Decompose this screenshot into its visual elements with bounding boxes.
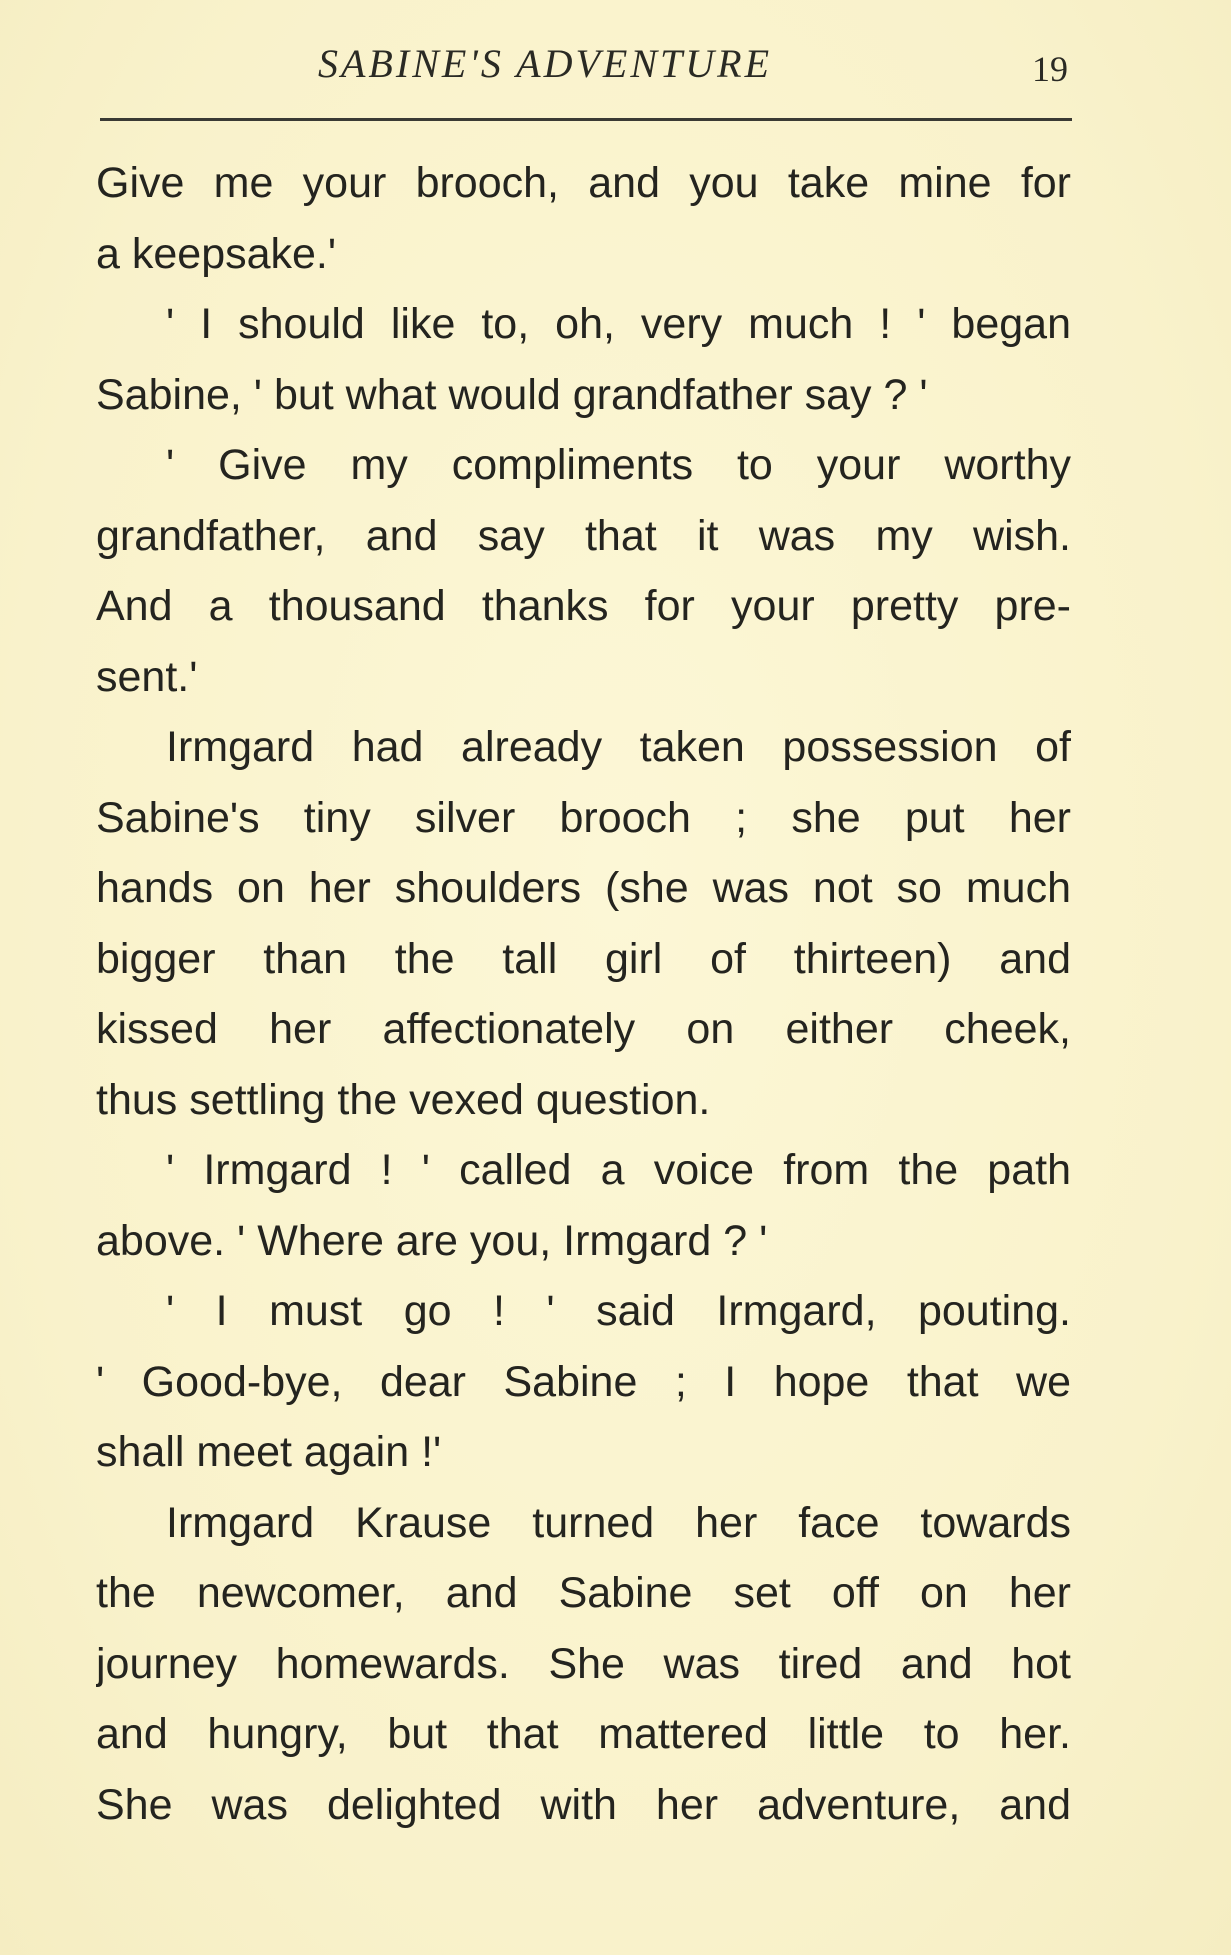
text-line: Sabine's tiny silver brooch ; she put her [96,793,1071,842]
text-line: the newcomer, and Sabine set off on her [96,1569,1071,1617]
text-line: journey homewards. She was tired and hot [96,1639,1071,1688]
text-line: and hungry, but that mattered little to her. [96,1710,1071,1758]
text-line: sent.' [96,652,198,701]
text-line: thus settling the vexed question. [96,1075,711,1124]
text-line: bigger than the tall girl of thirteen) and [96,934,1071,983]
header-rule [100,118,1072,121]
text-line: above. ' Where are you, Irmgard ? ' [96,1216,768,1265]
text-line: Irmgard had already taken possession of [166,723,1071,771]
text-line: ' Good-bye, dear Sabine ; I hope that we [96,1357,1071,1406]
page-number: 19 [1032,49,1068,89]
running-head-title: SABINE'S ADVENTURE [318,41,772,86]
running-head [0,40,1231,100]
text-line: Sabine, ' but what would grandfather say ? ' [96,370,928,419]
text-line: Irmgard Krause turned her face towards [166,1498,1071,1547]
text-line: shall meet again !' [96,1428,442,1476]
text-line: hands on her shoulders (she was not so much [96,864,1071,912]
body-text [96,148,1071,1840]
text-line: ' Give my compliments to your worthy [166,441,1071,489]
text-line: ' I must go ! ' said Irmgard, pouting. [166,1287,1071,1335]
text-line: And a thousand thanks for your pretty pre- [96,582,1071,630]
text-line: a keepsake.' [96,229,337,278]
text-line: ' I should like to, oh, very much ! ' began [166,300,1071,348]
text-line: Give me your brooch, and you take mine for [96,159,1071,207]
text-line: She was delighted with her adventure, and [96,1780,1071,1829]
text-line: grandfather, and say that it was my wish. [96,511,1071,560]
text-line: ' Irmgard ! ' called a voice from the path [166,1146,1071,1194]
text-line: kissed her affectionately on either cheek, [96,1005,1071,1053]
